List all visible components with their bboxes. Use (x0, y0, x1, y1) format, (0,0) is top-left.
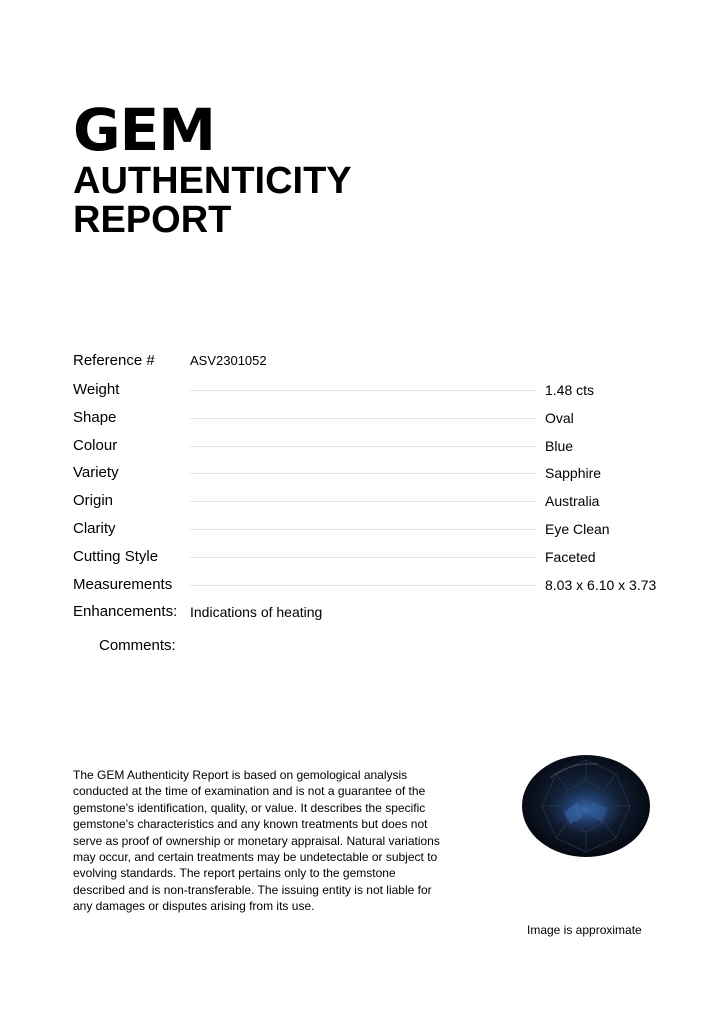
dotted-leader (190, 585, 535, 586)
spec-label: Colour (73, 436, 118, 454)
subtitle-line-2: REPORT (73, 199, 232, 241)
report-title-subtitle (73, 162, 352, 240)
spec-row-clarity (73, 519, 673, 547)
disclaimer-text: The GEM Authenticity Report is based on gemological analysis conducted at the time of examination and is not a guarantee of the gemstone's identification, quality, or value. It describes the specific gemstone's characteristics and any known treatments but does not serve as proof of ownership or monetary appraisal. Natural variations may occur, and certain treatments may be undetectable or subject to evolving standards. The report pertains only to the gemstone described and is non-transferable. The issuing entity is not liable for any damages or disputes arising from its use. (73, 768, 440, 914)
enhancements-value: Indications of heating (190, 604, 323, 620)
spec-value: Australia (545, 493, 600, 510)
dotted-leader (190, 473, 535, 474)
report-title-brand: GEM (73, 96, 215, 164)
spec-row-shape (73, 408, 673, 436)
spec-value: Blue (545, 437, 574, 454)
dotted-leader (190, 501, 535, 502)
spec-row-origin (73, 491, 673, 519)
spec-value: Oval (545, 409, 574, 426)
spec-label: Variety (73, 464, 119, 482)
comments-row (99, 637, 176, 654)
spec-row-weight (73, 380, 673, 408)
spec-value: 8.03 x 6.10 x 3.73 (545, 576, 657, 593)
reference-value: ASV2301052 (190, 353, 267, 368)
spec-value: Sapphire (545, 465, 602, 482)
enhancements-row (73, 603, 673, 623)
dotted-leader (190, 529, 535, 530)
spec-label: Measurements (73, 575, 173, 593)
spec-value: Faceted (545, 548, 596, 565)
reference-label: Reference # (73, 352, 155, 369)
spec-label: Weight (73, 381, 120, 398)
dotted-leader (190, 418, 535, 419)
oval-sapphire-image (520, 752, 652, 860)
comments-label: Comments: (99, 637, 176, 654)
enhancements-label: Enhancements: (73, 603, 178, 620)
spec-list (73, 380, 673, 602)
subtitle-line-1: AUTHENTICITY (73, 160, 352, 202)
reference-row (73, 352, 673, 372)
image-caption: Image is approximate (527, 923, 642, 937)
spec-label: Origin (73, 492, 114, 510)
dotted-leader (190, 557, 535, 558)
dotted-leader (190, 446, 535, 447)
spec-label: Cutting Style (73, 547, 159, 565)
spec-label: Shape (73, 408, 117, 426)
spec-row-colour (73, 436, 673, 464)
dotted-leader (190, 390, 535, 391)
spec-row-measurements (73, 575, 673, 603)
spec-label: Clarity (73, 519, 116, 537)
spec-value: 1.48 cts (545, 382, 595, 398)
spec-value: Eye Clean (545, 520, 610, 537)
spec-row-variety (73, 463, 673, 491)
spec-row-cutting-style (73, 547, 673, 575)
